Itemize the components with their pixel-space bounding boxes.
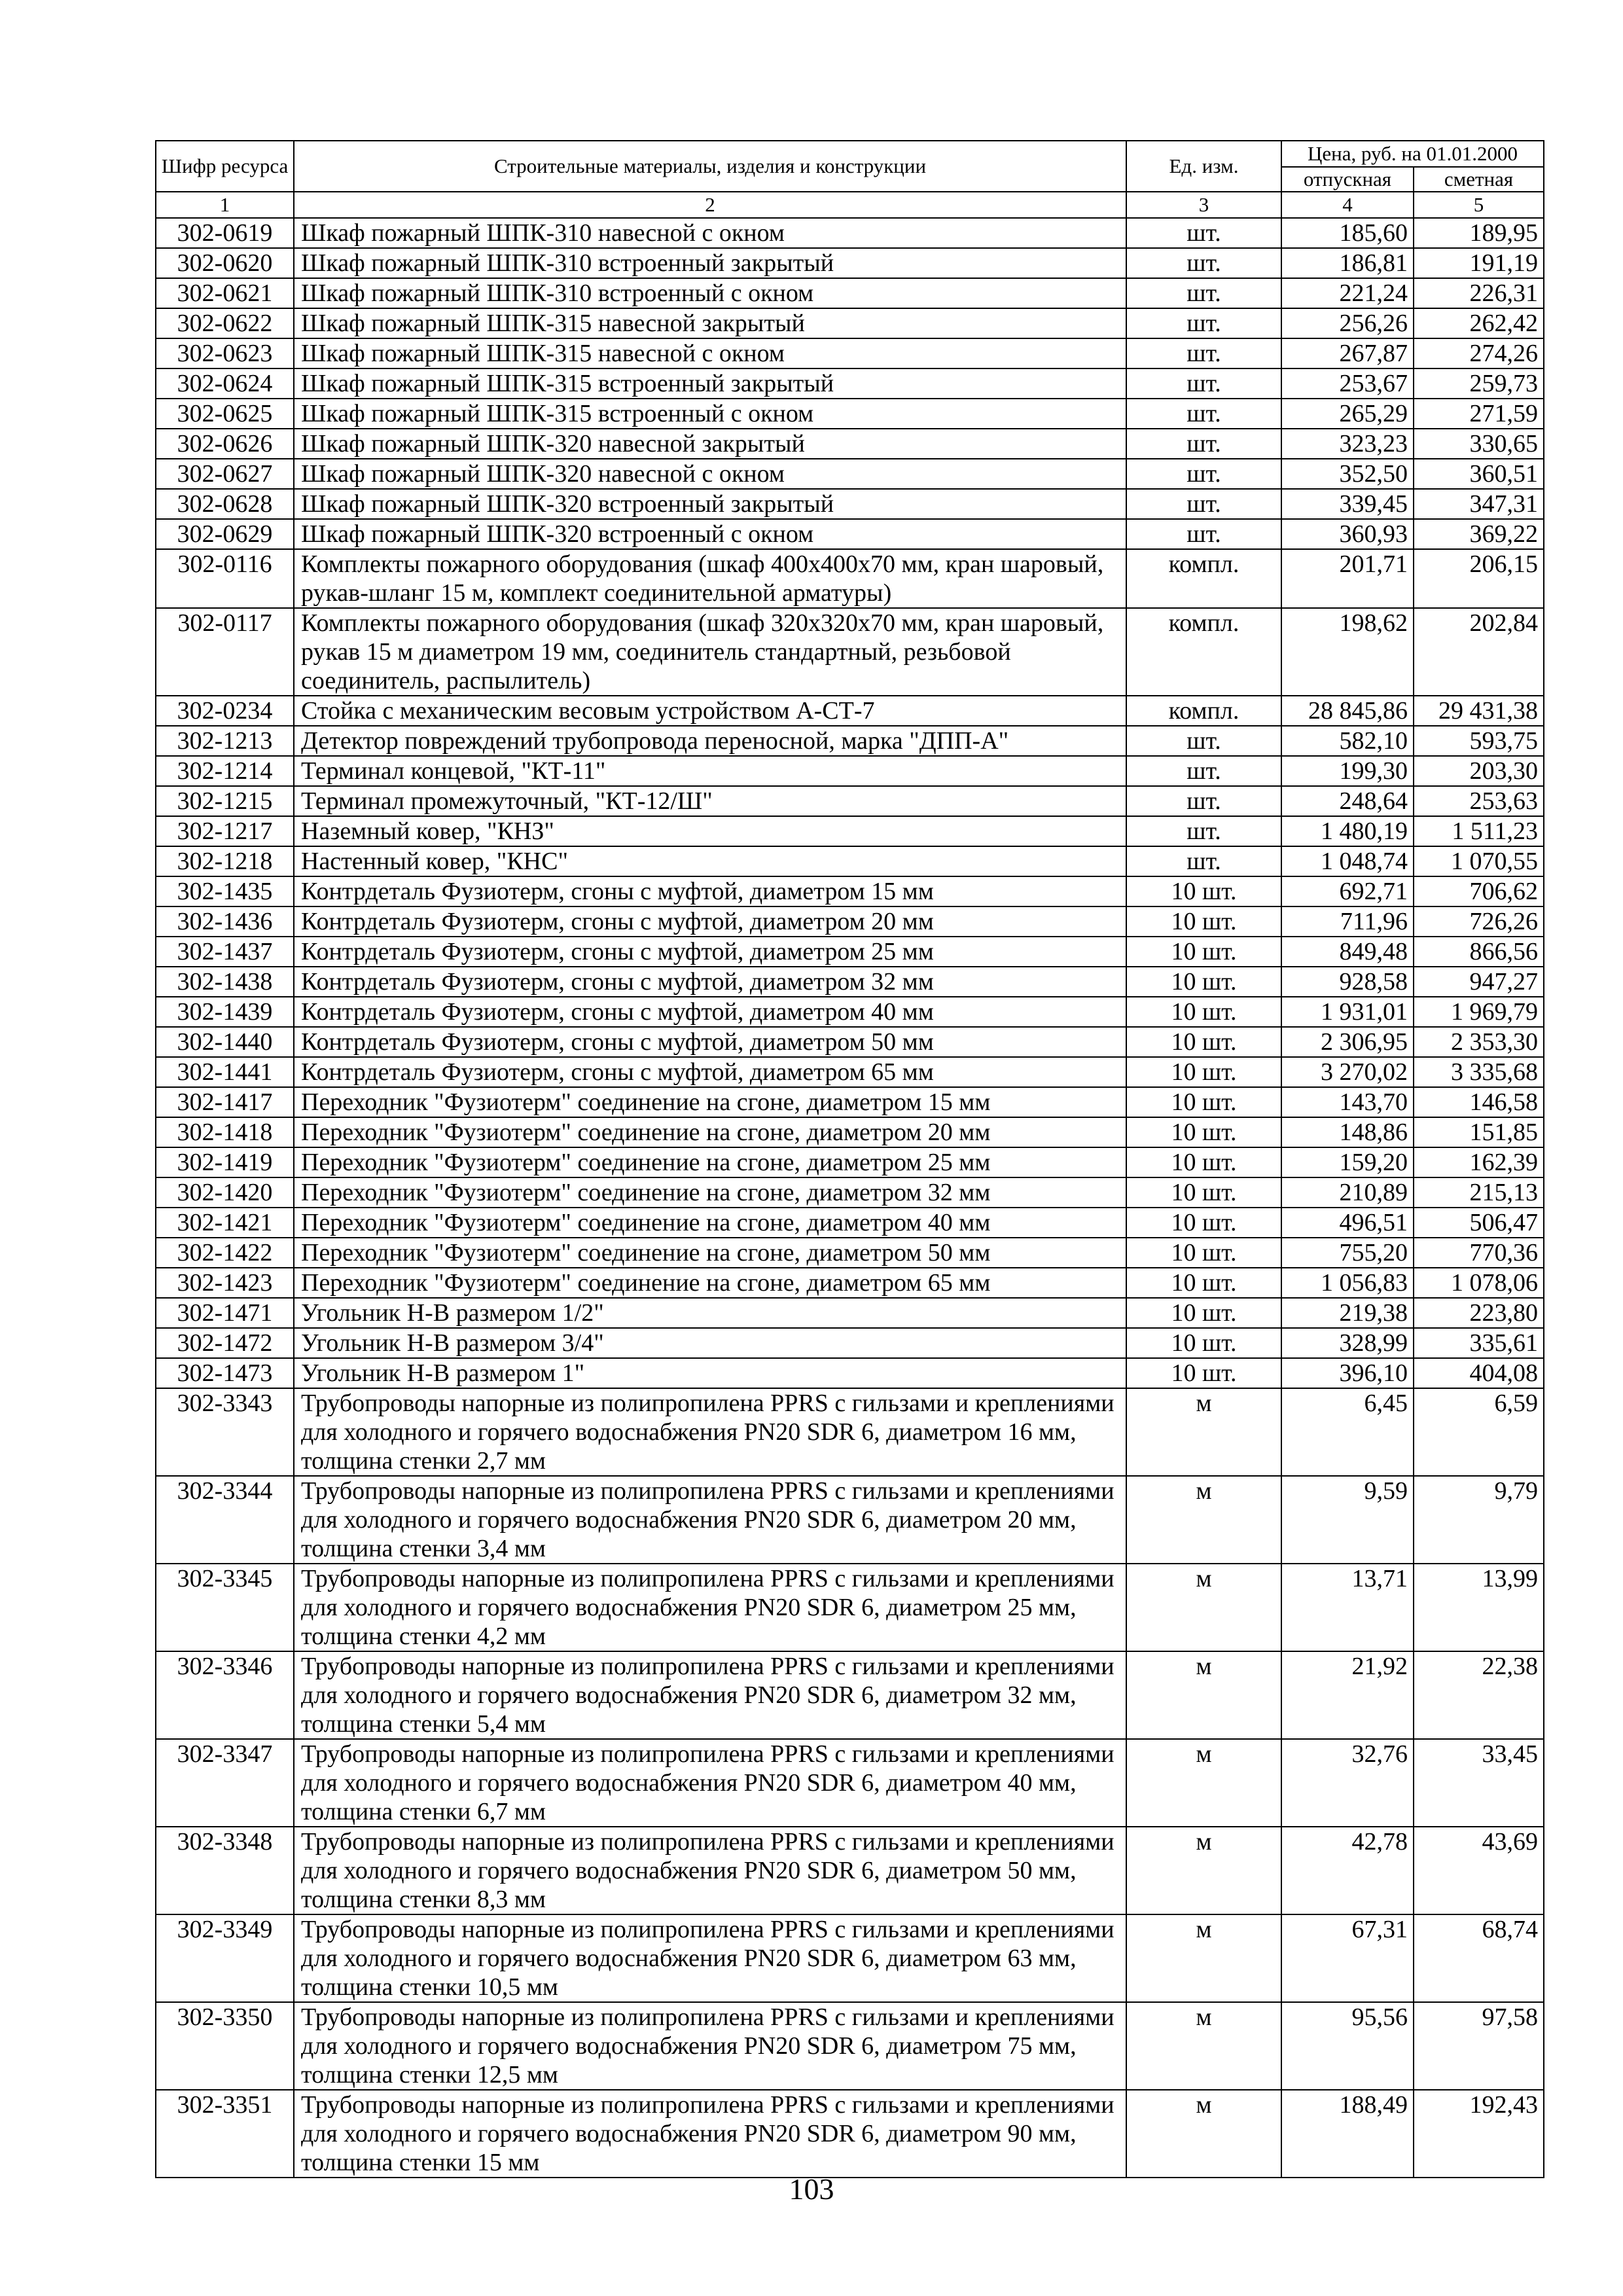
unit: 10 шт. [1126, 1268, 1281, 1298]
material-name: Терминал концевой, "КТ-11" [294, 756, 1126, 786]
table-row [156, 1388, 1544, 1476]
material-name: Переходник "Фузиотерм" соединение на сгоне, диаметром 40 мм [294, 1208, 1126, 1238]
resource-code: 302-0117 [156, 608, 294, 696]
unit: 10 шт. [1126, 1147, 1281, 1177]
material-name: Переходник "Фузиотерм" соединение на сгоне, диаметром 25 мм [294, 1147, 1126, 1177]
column-number: 5 [1414, 192, 1544, 218]
price-release: 582,10 [1281, 726, 1414, 756]
resource-code: 302-1218 [156, 846, 294, 876]
material-name: Шкаф пожарный ШПК-310 встроенный закрытый [294, 248, 1126, 278]
material-name: Стойка с механическим весовым устройством А-СТ-7 [294, 696, 1126, 726]
unit: 10 шт. [1126, 906, 1281, 937]
resource-code: 302-3351 [156, 2090, 294, 2178]
price-release: 267,87 [1281, 338, 1414, 368]
unit: м [1126, 1388, 1281, 1476]
price-estimate: 1 511,23 [1414, 816, 1544, 846]
material-name: Контрдеталь Фузиотерм, сгоны с муфтой, диаметром 20 мм [294, 906, 1126, 937]
price-release: 210,89 [1281, 1177, 1414, 1208]
resource-code: 302-3345 [156, 1564, 294, 1651]
unit: шт. [1126, 726, 1281, 756]
material-name: Трубопроводы напорные из полипропилена PPRS с гильзами и креплениями для холодного и горячего водоснабжения PN20 SDR 6, диаметром 32 мм, толщина стенки 5,4 мм [294, 1651, 1126, 1739]
unit: 10 шт. [1126, 1087, 1281, 1117]
price-estimate: 6,59 [1414, 1388, 1544, 1476]
column-number: 2 [294, 192, 1126, 218]
price-release: 199,30 [1281, 756, 1414, 786]
price-release: 253,67 [1281, 368, 1414, 399]
price-estimate: 146,58 [1414, 1087, 1544, 1117]
table-row [156, 1177, 1544, 1208]
price-release: 248,64 [1281, 786, 1414, 816]
header-unit: Ед. изм. [1126, 141, 1281, 192]
price-release: 360,93 [1281, 519, 1414, 549]
price-estimate: 3 335,68 [1414, 1057, 1544, 1087]
price-estimate: 253,63 [1414, 786, 1544, 816]
page-number: 103 [789, 2172, 834, 2206]
price-estimate: 9,79 [1414, 1476, 1544, 1564]
unit: 10 шт. [1126, 1328, 1281, 1358]
price-estimate: 151,85 [1414, 1117, 1544, 1147]
unit: шт. [1126, 248, 1281, 278]
price-estimate: 162,39 [1414, 1147, 1544, 1177]
material-name: Контрдеталь Фузиотерм, сгоны с муфтой, диаметром 65 мм [294, 1057, 1126, 1087]
resource-code: 302-1214 [156, 756, 294, 786]
table-row [156, 1476, 1544, 1564]
unit: 10 шт. [1126, 967, 1281, 997]
table-row [156, 846, 1544, 876]
table-row [156, 1651, 1544, 1739]
price-release: 188,49 [1281, 2090, 1414, 2178]
table-row [156, 1057, 1544, 1087]
table-row [156, 368, 1544, 399]
unit: м [1126, 1564, 1281, 1651]
unit: м [1126, 1914, 1281, 2002]
unit: компл. [1126, 696, 1281, 726]
price-release: 9,59 [1281, 1476, 1414, 1564]
resource-code: 302-1419 [156, 1147, 294, 1177]
material-name: Переходник "Фузиотерм" соединение на сгоне, диаметром 65 мм [294, 1268, 1126, 1298]
price-release: 95,56 [1281, 2002, 1414, 2090]
material-name: Угольник Н-В размером 1/2" [294, 1298, 1126, 1328]
table-row [156, 1117, 1544, 1147]
unit: м [1126, 1827, 1281, 1914]
header-name: Строительные материалы, изделия и конструкции [294, 141, 1126, 192]
material-name: Шкаф пожарный ШПК-320 навесной с окном [294, 459, 1126, 489]
header-price-estimate: сметная [1414, 167, 1544, 192]
resource-code: 302-0624 [156, 368, 294, 399]
resource-code: 302-3344 [156, 1476, 294, 1564]
table-row [156, 1027, 1544, 1057]
price-estimate: 203,30 [1414, 756, 1544, 786]
table-row [156, 1827, 1544, 1914]
price-release: 396,10 [1281, 1358, 1414, 1388]
price-release: 692,71 [1281, 876, 1414, 906]
table-row [156, 756, 1544, 786]
price-release: 148,86 [1281, 1117, 1414, 1147]
table-row [156, 459, 1544, 489]
material-name: Комплекты пожарного оборудования (шкаф 320x320x70 мм, кран шаровый, рукав 15 м диаметром 19 мм, соединитель стандартный, резьбовой соединитель, распылитель) [294, 608, 1126, 696]
material-name: Трубопроводы напорные из полипропилена PPRS с гильзами и креплениями для холодного и горячего водоснабжения PN20 SDR 6, диаметром 90 мм, толщина стенки 15 мм [294, 2090, 1126, 2178]
unit: 10 шт. [1126, 1027, 1281, 1057]
price-release: 185,60 [1281, 218, 1414, 248]
resource-code: 302-1423 [156, 1268, 294, 1298]
price-release: 67,31 [1281, 1914, 1414, 2002]
material-name: Настенный ковер, "КНС" [294, 846, 1126, 876]
material-name: Угольник Н-В размером 3/4" [294, 1328, 1126, 1358]
table-row [156, 2090, 1544, 2178]
price-estimate: 262,42 [1414, 308, 1544, 338]
price-release: 201,71 [1281, 549, 1414, 608]
unit: 10 шт. [1126, 997, 1281, 1027]
material-name: Шкаф пожарный ШПК-315 встроенный с окном [294, 399, 1126, 429]
material-name: Шкаф пожарный ШПК-315 навесной с окном [294, 338, 1126, 368]
price-release: 143,70 [1281, 1087, 1414, 1117]
price-estimate: 2 353,30 [1414, 1027, 1544, 1057]
resource-code: 302-1420 [156, 1177, 294, 1208]
unit: шт. [1126, 846, 1281, 876]
price-estimate: 506,47 [1414, 1208, 1544, 1238]
resource-code: 302-0116 [156, 549, 294, 608]
unit: компл. [1126, 549, 1281, 608]
material-name: Терминал промежуточный, "КТ-12/Ш" [294, 786, 1126, 816]
unit: шт. [1126, 399, 1281, 429]
table-row [156, 338, 1544, 368]
price-estimate: 404,08 [1414, 1358, 1544, 1388]
table-row [156, 1208, 1544, 1238]
resource-code: 302-1472 [156, 1328, 294, 1358]
resource-code: 302-1435 [156, 876, 294, 906]
price-release: 755,20 [1281, 1238, 1414, 1268]
price-estimate: 68,74 [1414, 1914, 1544, 2002]
resource-code: 302-0623 [156, 338, 294, 368]
table-row [156, 519, 1544, 549]
resource-code: 302-3347 [156, 1739, 294, 1827]
resource-code: 302-0619 [156, 218, 294, 248]
header-price: Цена, руб. на 01.01.2000 [1281, 141, 1544, 167]
material-name: Трубопроводы напорные из полипропилена PPRS с гильзами и креплениями для холодного и горячего водоснабжения PN20 SDR 6, диаметром 25 мм, толщина стенки 4,2 мм [294, 1564, 1126, 1651]
table-row [156, 399, 1544, 429]
price-estimate: 593,75 [1414, 726, 1544, 756]
price-release: 256,26 [1281, 308, 1414, 338]
material-name: Контрдеталь Фузиотерм, сгоны с муфтой, диаметром 25 мм [294, 937, 1126, 967]
price-table [155, 140, 1544, 2178]
table-row [156, 1238, 1544, 1268]
table-row [156, 429, 1544, 459]
unit: 10 шт. [1126, 1177, 1281, 1208]
price-release: 3 270,02 [1281, 1057, 1414, 1087]
resource-code: 302-0628 [156, 489, 294, 519]
table-row [156, 786, 1544, 816]
table-row [156, 248, 1544, 278]
price-release: 159,20 [1281, 1147, 1414, 1177]
price-estimate: 192,43 [1414, 2090, 1544, 2178]
price-release: 711,96 [1281, 906, 1414, 937]
price-estimate: 189,95 [1414, 218, 1544, 248]
price-release: 1 931,01 [1281, 997, 1414, 1027]
table-row [156, 1298, 1544, 1328]
unit: шт. [1126, 756, 1281, 786]
header-price-release: отпускная [1281, 167, 1414, 192]
price-release: 186,81 [1281, 248, 1414, 278]
price-release: 219,38 [1281, 1298, 1414, 1328]
unit: шт. [1126, 816, 1281, 846]
material-name: Трубопроводы напорные из полипропилена PPRS с гильзами и креплениями для холодного и горячего водоснабжения PN20 SDR 6, диаметром 16 мм, толщина стенки 2,7 мм [294, 1388, 1126, 1476]
price-estimate: 706,62 [1414, 876, 1544, 906]
price-release: 21,92 [1281, 1651, 1414, 1739]
price-release: 221,24 [1281, 278, 1414, 308]
column-number: 1 [156, 192, 294, 218]
price-estimate: 1 078,06 [1414, 1268, 1544, 1298]
table-row [156, 1328, 1544, 1358]
material-name: Угольник Н-В размером 1" [294, 1358, 1126, 1388]
price-estimate: 770,36 [1414, 1238, 1544, 1268]
material-name: Трубопроводы напорные из полипропилена PPRS с гильзами и креплениями для холодного и горячего водоснабжения PN20 SDR 6, диаметром 75 мм, толщина стенки 12,5 мм [294, 2002, 1126, 2090]
unit: шт. [1126, 786, 1281, 816]
price-release: 352,50 [1281, 459, 1414, 489]
material-name: Контрдеталь Фузиотерм, сгоны с муфтой, диаметром 32 мм [294, 967, 1126, 997]
unit: 10 шт. [1126, 1358, 1281, 1388]
unit: шт. [1126, 338, 1281, 368]
price-estimate: 206,15 [1414, 549, 1544, 608]
resource-code: 302-1436 [156, 906, 294, 937]
price-release: 32,76 [1281, 1739, 1414, 1827]
price-estimate: 274,26 [1414, 338, 1544, 368]
material-name: Шкаф пожарный ШПК-310 навесной с окном [294, 218, 1126, 248]
resource-code: 302-1440 [156, 1027, 294, 1057]
unit: шт. [1126, 218, 1281, 248]
table-row [156, 1358, 1544, 1388]
unit: шт. [1126, 278, 1281, 308]
material-name: Контрдеталь Фузиотерм, сгоны с муфтой, диаметром 40 мм [294, 997, 1126, 1027]
table-row [156, 696, 1544, 726]
resource-code: 302-1473 [156, 1358, 294, 1388]
table-row [156, 1914, 1544, 2002]
material-name: Шкаф пожарный ШПК-315 навесной закрытый [294, 308, 1126, 338]
price-estimate: 259,73 [1414, 368, 1544, 399]
resource-code: 302-0625 [156, 399, 294, 429]
price-estimate: 347,31 [1414, 489, 1544, 519]
material-name: Шкаф пожарный ШПК-315 встроенный закрытый [294, 368, 1126, 399]
resource-code: 302-3349 [156, 1914, 294, 2002]
table-row [156, 549, 1544, 608]
material-name: Переходник "Фузиотерм" соединение на сгоне, диаметром 50 мм [294, 1238, 1126, 1268]
resource-code: 302-1213 [156, 726, 294, 756]
price-release: 28 845,86 [1281, 696, 1414, 726]
table-body [156, 218, 1544, 2178]
resource-code: 302-0621 [156, 278, 294, 308]
resource-code: 302-1441 [156, 1057, 294, 1087]
price-estimate: 1 969,79 [1414, 997, 1544, 1027]
resource-code: 302-0627 [156, 459, 294, 489]
material-name: Шкаф пожарный ШПК-320 навесной закрытый [294, 429, 1126, 459]
resource-code: 302-0620 [156, 248, 294, 278]
table-row [156, 967, 1544, 997]
unit: шт. [1126, 368, 1281, 399]
table-row [156, 308, 1544, 338]
material-name: Комплекты пожарного оборудования (шкаф 400x400x70 мм, кран шаровый, рукав-шланг 15 м, комплект соединительной арматуры) [294, 549, 1126, 608]
price-release: 1 048,74 [1281, 846, 1414, 876]
table-row [156, 816, 1544, 846]
resource-code: 302-1418 [156, 1117, 294, 1147]
unit: 10 шт. [1126, 1208, 1281, 1238]
price-estimate: 947,27 [1414, 967, 1544, 997]
unit: м [1126, 2090, 1281, 2178]
price-estimate: 22,38 [1414, 1651, 1544, 1739]
resource-code: 302-0626 [156, 429, 294, 459]
material-name: Шкаф пожарный ШПК-320 встроенный с окном [294, 519, 1126, 549]
unit: шт. [1126, 489, 1281, 519]
resource-code: 302-1421 [156, 1208, 294, 1238]
resource-code: 302-1217 [156, 816, 294, 846]
price-estimate: 29 431,38 [1414, 696, 1544, 726]
unit: 10 шт. [1126, 1238, 1281, 1268]
material-name: Трубопроводы напорные из полипропилена PPRS с гильзами и креплениями для холодного и горячего водоснабжения PN20 SDR 6, диаметром 20 мм, толщина стенки 3,4 мм [294, 1476, 1126, 1564]
price-estimate: 335,61 [1414, 1328, 1544, 1358]
price-estimate: 97,58 [1414, 2002, 1544, 2090]
unit: 10 шт. [1126, 876, 1281, 906]
unit: 10 шт. [1126, 1298, 1281, 1328]
price-release: 265,29 [1281, 399, 1414, 429]
resource-code: 302-1437 [156, 937, 294, 967]
table-row [156, 2002, 1544, 2090]
price-estimate: 271,59 [1414, 399, 1544, 429]
price-estimate: 215,13 [1414, 1177, 1544, 1208]
table-row [156, 1268, 1544, 1298]
table-row [156, 726, 1544, 756]
price-release: 496,51 [1281, 1208, 1414, 1238]
price-release: 1 480,19 [1281, 816, 1414, 846]
price-estimate: 191,19 [1414, 248, 1544, 278]
price-estimate: 202,84 [1414, 608, 1544, 696]
material-name: Шкаф пожарный ШПК-310 встроенный с окном [294, 278, 1126, 308]
table-row [156, 937, 1544, 967]
resource-code: 302-1215 [156, 786, 294, 816]
price-release: 328,99 [1281, 1328, 1414, 1358]
unit: м [1126, 1739, 1281, 1827]
resource-code: 302-3346 [156, 1651, 294, 1739]
resource-code: 302-0234 [156, 696, 294, 726]
material-name: Шкаф пожарный ШПК-320 встроенный закрытый [294, 489, 1126, 519]
table-row [156, 1739, 1544, 1827]
table-row [156, 489, 1544, 519]
column-number: 3 [1126, 192, 1281, 218]
unit: 10 шт. [1126, 1057, 1281, 1087]
table-row [156, 876, 1544, 906]
price-estimate: 1 070,55 [1414, 846, 1544, 876]
header-code: Шифр ресурса [156, 141, 294, 192]
material-name: Детектор повреждений трубопровода переносной, марка "ДПП-А" [294, 726, 1126, 756]
unit: 10 шт. [1126, 1117, 1281, 1147]
table-row [156, 1147, 1544, 1177]
price-estimate: 33,45 [1414, 1739, 1544, 1827]
material-name: Трубопроводы напорные из полипропилена PPRS с гильзами и креплениями для холодного и горячего водоснабжения PN20 SDR 6, диаметром 63 мм, толщина стенки 10,5 мм [294, 1914, 1126, 2002]
price-estimate: 360,51 [1414, 459, 1544, 489]
material-name: Трубопроводы напорные из полипропилена PPRS с гильзами и креплениями для холодного и горячего водоснабжения PN20 SDR 6, диаметром 50 мм, толщина стенки 8,3 мм [294, 1827, 1126, 1914]
resource-code: 302-1439 [156, 997, 294, 1027]
resource-code: 302-0622 [156, 308, 294, 338]
price-estimate: 330,65 [1414, 429, 1544, 459]
material-name: Переходник "Фузиотерм" соединение на сгоне, диаметром 15 мм [294, 1087, 1126, 1117]
unit: м [1126, 1651, 1281, 1739]
table-row [156, 608, 1544, 696]
table-row [156, 218, 1544, 248]
table-row [156, 906, 1544, 937]
table-row [156, 997, 1544, 1027]
price-release: 849,48 [1281, 937, 1414, 967]
price-release: 198,62 [1281, 608, 1414, 696]
material-name: Переходник "Фузиотерм" соединение на сгоне, диаметром 20 мм [294, 1117, 1126, 1147]
price-estimate: 43,69 [1414, 1827, 1544, 1914]
table-row [156, 1564, 1544, 1651]
material-name: Наземный ковер, "КНЗ" [294, 816, 1126, 846]
price-release: 1 056,83 [1281, 1268, 1414, 1298]
price-release: 2 306,95 [1281, 1027, 1414, 1057]
unit: шт. [1126, 308, 1281, 338]
price-estimate: 223,80 [1414, 1298, 1544, 1328]
material-name: Контрдеталь Фузиотерм, сгоны с муфтой, диаметром 50 мм [294, 1027, 1126, 1057]
unit: шт. [1126, 519, 1281, 549]
material-name: Трубопроводы напорные из полипропилена PPRS с гильзами и креплениями для холодного и горячего водоснабжения PN20 SDR 6, диаметром 40 мм, толщина стенки 6,7 мм [294, 1739, 1126, 1827]
unit: шт. [1126, 459, 1281, 489]
resource-code: 302-1422 [156, 1238, 294, 1268]
resource-code: 302-1471 [156, 1298, 294, 1328]
table-row [156, 278, 1544, 308]
material-name: Контрдеталь Фузиотерм, сгоны с муфтой, диаметром 15 мм [294, 876, 1126, 906]
unit: м [1126, 2002, 1281, 2090]
table-row [156, 1087, 1544, 1117]
resource-code: 302-1438 [156, 967, 294, 997]
price-release: 339,45 [1281, 489, 1414, 519]
price-estimate: 13,99 [1414, 1564, 1544, 1651]
unit: компл. [1126, 608, 1281, 696]
price-estimate: 226,31 [1414, 278, 1544, 308]
resource-code: 302-3343 [156, 1388, 294, 1476]
unit: м [1126, 1476, 1281, 1564]
resource-code: 302-1417 [156, 1087, 294, 1117]
price-release: 13,71 [1281, 1564, 1414, 1651]
resource-code: 302-0629 [156, 519, 294, 549]
resource-code: 302-3350 [156, 2002, 294, 2090]
price-release: 42,78 [1281, 1827, 1414, 1914]
price-estimate: 726,26 [1414, 906, 1544, 937]
unit: 10 шт. [1126, 937, 1281, 967]
price-estimate: 866,56 [1414, 937, 1544, 967]
price-release: 928,58 [1281, 967, 1414, 997]
price-release: 323,23 [1281, 429, 1414, 459]
unit: шт. [1126, 429, 1281, 459]
price-release: 6,45 [1281, 1388, 1414, 1476]
column-number: 4 [1281, 192, 1414, 218]
price-estimate: 369,22 [1414, 519, 1544, 549]
resource-code: 302-3348 [156, 1827, 294, 1914]
material-name: Переходник "Фузиотерм" соединение на сгоне, диаметром 32 мм [294, 1177, 1126, 1208]
